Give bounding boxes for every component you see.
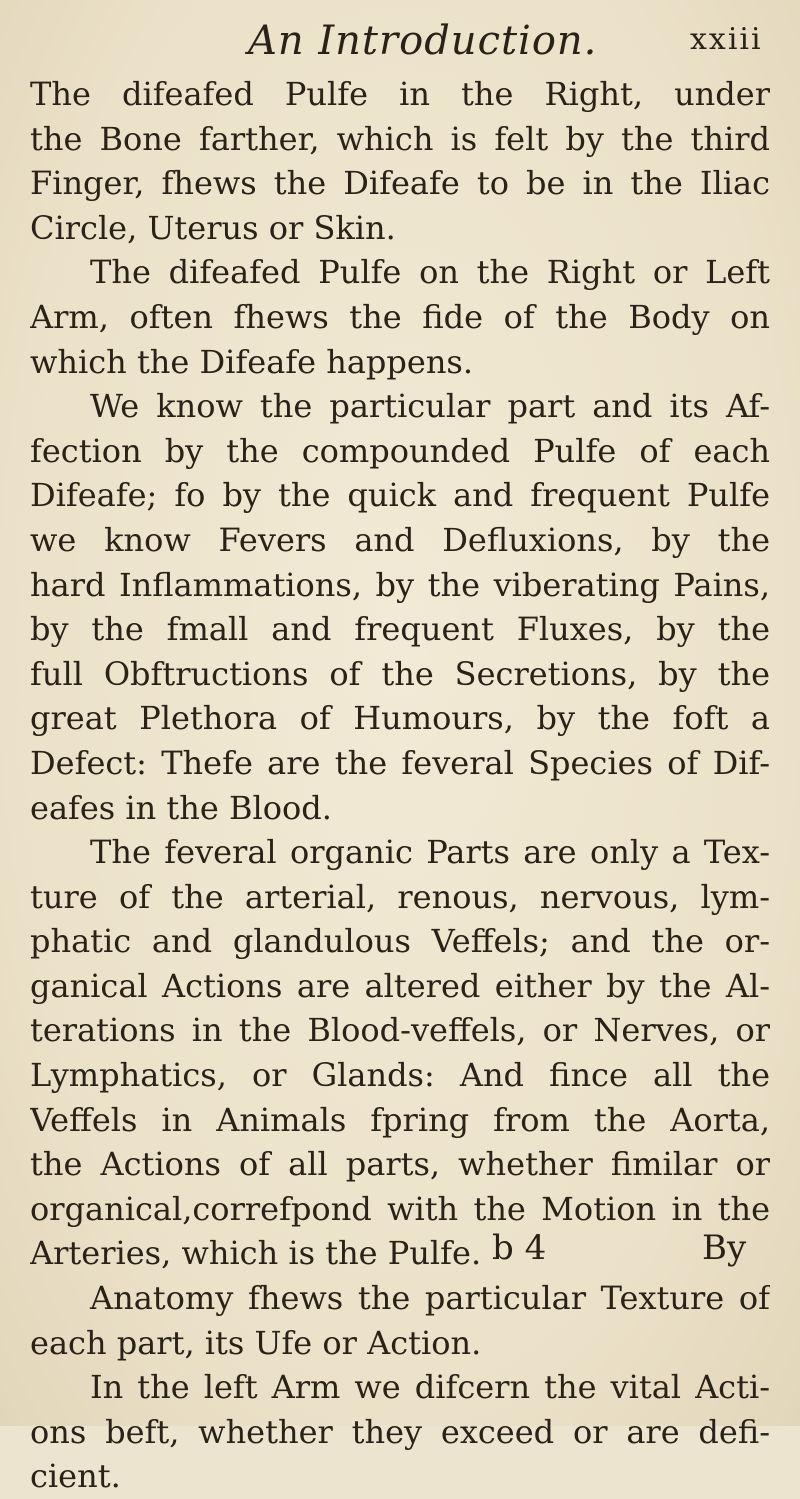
page-number: xxiii: [690, 22, 763, 57]
text-line: organical,correfpond with the Motion in the: [30, 1189, 770, 1228]
running-title: An Introduction.: [248, 18, 598, 64]
text-line: each part, its Ufe or Action.: [30, 1323, 482, 1362]
text-line: Defect: Thefe are the feveral Species of Dif-: [30, 743, 770, 782]
text-line: Arm, often fhews the fide of the Body on: [30, 297, 770, 336]
text-line: we know Fevers and Defluxions, by the: [30, 520, 770, 559]
page-footer: [0, 1228, 800, 1278]
text-line: ons beft, whether they exceed or are defi-: [30, 1412, 770, 1451]
catchword: By: [702, 1228, 747, 1268]
text-line: full Obftructions of the Secretions, by the: [30, 654, 770, 693]
text-line: phatic and glandulous Veffels; and the or-: [30, 922, 770, 961]
text-line: Anatomy fhews the particular Texture of: [90, 1279, 770, 1318]
text-line: cient.: [30, 1457, 121, 1496]
text-line: ture of the arterial, renous, nervous, lym-: [30, 877, 770, 916]
text-line: Circle, Uterus or Skin.: [30, 208, 396, 247]
text-line: Finger, fhews the Difeafe to be in the Iliac: [30, 164, 770, 203]
text-block: [30, 72, 770, 1499]
text-line: We know the particular part and its Af-: [90, 387, 770, 426]
text-line: The feveral organic Parts are only a Tex-: [90, 833, 770, 872]
running-head: [0, 18, 800, 68]
text-line: the Bone farther, which is felt by the third: [30, 119, 770, 158]
text-line: great Plethora of Humours, by the foft a: [30, 699, 770, 738]
text-line: The difeafed Pulfe on the Right or Left: [90, 253, 770, 292]
text-line: Lymphatics, or Glands: And fince all the: [30, 1056, 770, 1095]
text-line: the Actions of all parts, whether fimilar or: [30, 1145, 770, 1184]
text-line: by the fmall and frequent Fluxes, by the: [30, 610, 770, 649]
text-line: ganical Actions are altered either by the Al-: [30, 966, 770, 1005]
signature-mark: b 4: [492, 1228, 547, 1268]
text-line: Arteries, which is the Pulfe.: [30, 1234, 482, 1273]
text-line: which the Difeafe happens.: [30, 342, 474, 381]
text-line: fection by the compounded Pulfe of each: [30, 431, 770, 470]
text-line: terations in the Blood-veffels, or Nerves, or: [30, 1011, 770, 1050]
text-line: Difeafe; fo by the quick and frequent Pulfe: [30, 476, 770, 515]
text-line: eafes in the Blood.: [30, 788, 332, 827]
text-line: Veffels in Animals fpring from the Aorta,: [30, 1100, 770, 1139]
text-line: In the left Arm we difcern the vital Acti-: [90, 1368, 770, 1407]
text-line: The difeafed Pulfe in the Right, under: [30, 75, 770, 113]
text-line: hard Inflammations, by the viberating Pains,: [30, 565, 770, 604]
